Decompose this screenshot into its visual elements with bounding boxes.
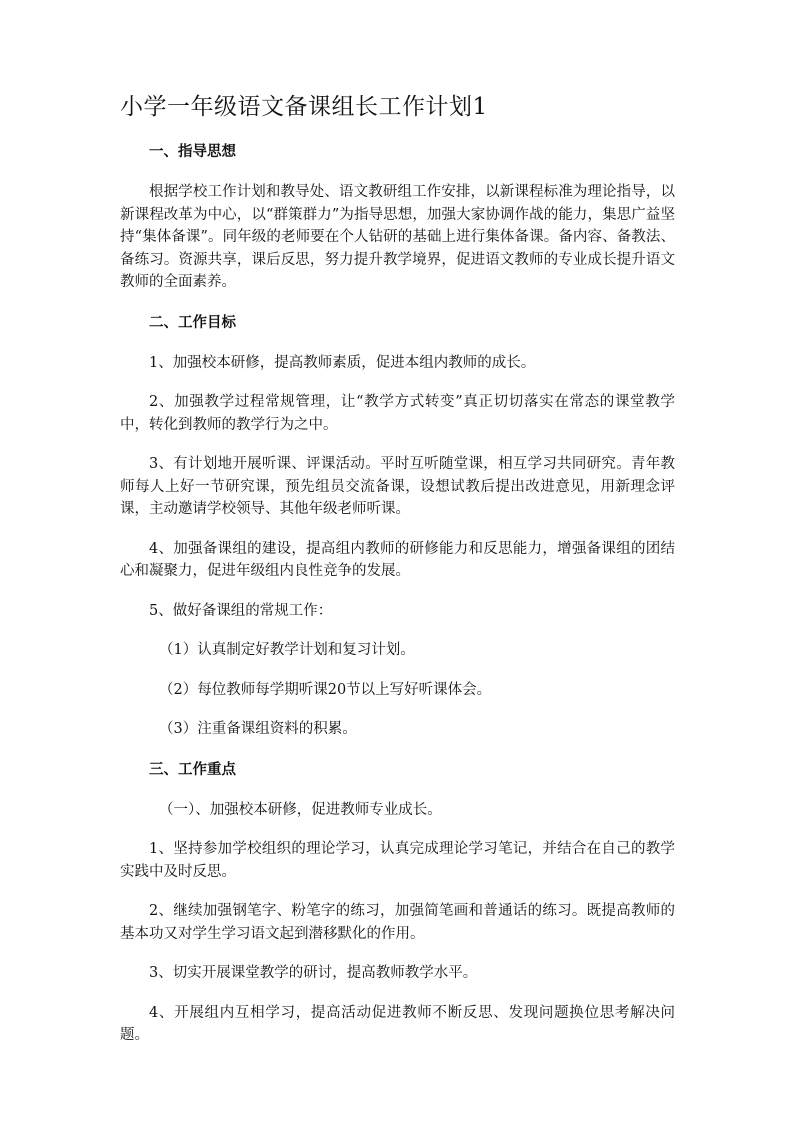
document-title: 小学一年级语文备课组长工作计划1 bbox=[120, 94, 488, 120]
paragraph: 4、加强备课组的建设，提高组内教师的研修能力和反思能力，增强备课组的团结心和凝聚力，促进年级组内良性竞争的发展。 bbox=[120, 540, 675, 579]
section-heading-work-goals: 二、工作目标 bbox=[149, 313, 236, 331]
section-heading-guiding-thought: 一、指导思想 bbox=[149, 143, 236, 160]
list-item: （1）认真制定好教学计划和复习计划。 bbox=[159, 642, 415, 658]
paragraph: 根据学校工作计划和教导处、语文教研组工作安排，以新课程标准为理论指导，以新课程改革为中心，以“群策群力”为指导思想，加强大家协调作战的能力，集思广益坚持“集体备课”。同年级的老师要在个人钻研的基础上进行集体备课。备内容、备教法、备练习。资源共享，课后反思，努力提升教学境界，促进语文教师的专业成长提升语文教师的全面素养。 bbox=[120, 184, 675, 290]
paragraph: 4、开展组内互相学习，提高活动促进教师不断反思、发现问题换位思考解决问题。 bbox=[120, 1004, 675, 1043]
subsection-heading: （一）、加强校本研修，促进教师专业成长。 bbox=[159, 801, 442, 818]
document-page bbox=[120, 90, 675, 1064]
paragraph: 5、做好备课组的常规工作： bbox=[149, 602, 333, 619]
paragraph: 1、坚持参加学校组织的理论学习，认真完成理论学习笔记，并结合在自己的教学实践中及时反思。 bbox=[120, 841, 675, 880]
paragraph: 2、加强教学过程常规管理，让“教学方式转变”真正切切落实在常态的课堂教学中，转化到教师的教学行为之中。 bbox=[120, 394, 675, 433]
list-item: （3）注重备课组资料的积累。 bbox=[159, 721, 357, 737]
section-heading-work-focus: 三、工作重点 bbox=[149, 760, 236, 778]
paragraph: 2、继续加强钢笔字、粉笔字的练习，加强简笔画和普通话的练习。既提高教师的基本功又对学生学习语文起到潜移默化的作用。 bbox=[120, 903, 675, 942]
paragraph: 1、加强校本研修，提高教师素质，促进本组内教师的成长。 bbox=[149, 354, 536, 371]
paragraph: 3、有计划地开展听课、评课活动。平时互听随堂课，相互学习共同研究。青年教师每人上好一节研究课，预先组员交流备课，设想试教后提出改进意见，用新理念评课，主动邀请学校领导、其他年级老师听课。 bbox=[120, 456, 675, 517]
paragraph: 3、切实开展课堂教学的研讨，提高教师教学水平。 bbox=[149, 965, 478, 981]
list-item: （2）每位教师每学期听课20节以上写好听课体会。 bbox=[159, 681, 492, 698]
